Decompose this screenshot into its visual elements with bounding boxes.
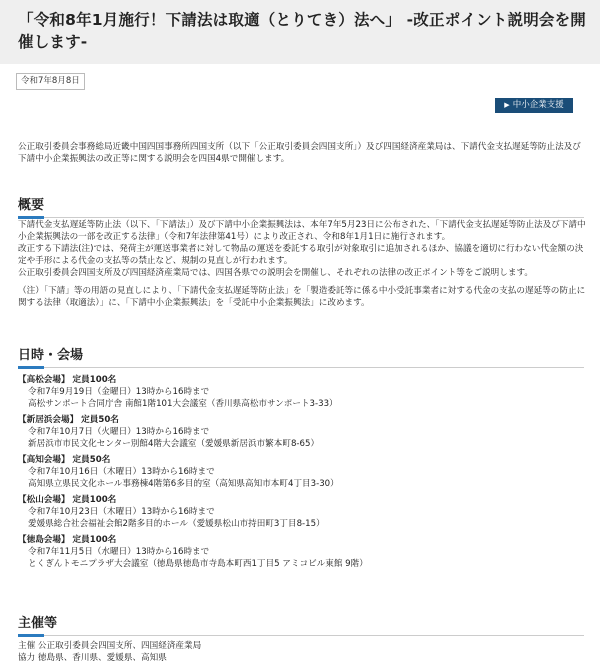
title-band xyxy=(0,0,600,64)
category-tag-button[interactable] xyxy=(495,98,573,113)
category-tag-label: 中小企業支援 xyxy=(512,100,564,110)
venue-datetime: 令和7年10月16日（木曜日）13時から16時まで xyxy=(28,467,215,477)
cooperation-line: 協力 徳島県、香川県、愛媛県、高知県 xyxy=(18,653,167,663)
venue-place: 高知県立県民文化ホール事務棟4階第6多目的室（高知県高知市本町4丁目3-30） xyxy=(28,479,339,489)
triangle-right-icon: ▶ xyxy=(504,101,510,109)
venue-list xyxy=(18,374,588,574)
venue-datetime: 令和7年10月7日（火曜日）13時から16時まで xyxy=(28,427,210,437)
venue-name: 【松山会場】 定員100名 xyxy=(18,495,117,505)
venue-name: 【高知会場】 定員50名 xyxy=(18,455,111,465)
venue-item xyxy=(18,494,588,530)
overview-paragraph: 改正する下請法(注)では、発荷主が運送事業者に対して物品の運送を委託する取引が対象取引に追加されるほか、協議を適切に行わない代金額の決定や手形による代金の支払等の禁止など、規制の見直しが行われます。 xyxy=(18,244,584,266)
host-line: 主催 公正取引委員会四国支所、四国経済産業局 xyxy=(18,641,202,651)
overview-body xyxy=(18,219,588,309)
venue-place: 愛媛県総合社会福祉会館2階多目的ホール（愛媛県松山市持田町3丁目8-15） xyxy=(28,519,325,529)
organizers-info xyxy=(18,640,588,664)
publish-date: 令和7年8月8日 xyxy=(16,73,85,90)
schedule-heading: 日時・会場 xyxy=(18,344,584,368)
overview-heading: 概要 xyxy=(18,194,584,218)
venue-place: 高松サンポート合同庁舎 南館1階101大会議室（香川県高松市サンポート3-33） xyxy=(28,399,338,409)
venue-datetime: 令和7年9月19日（金曜日）13時から16時まで xyxy=(28,387,210,397)
venue-item xyxy=(18,414,588,450)
overview-note: （注）「下請」等の用語の見直しにより、「下請代金支払遅延等防止法」を「製造委託等に係る中小受託事業者に対する代金の支払の遅延等の防止に関する法律（取適法）」に、「下請中小企業振興法」を「受託中小企業振興法」に改めます。 xyxy=(18,286,586,308)
venue-item xyxy=(18,534,588,570)
page-title: 「令和8年1月施行！下請法は取適（とりてき）法へ」 -改正ポイント説明会を開催します- xyxy=(18,11,587,51)
venue-place: 新居浜市市民文化センター別館4階大会議室（愛媛県新居浜市繁本町8-65） xyxy=(28,439,320,449)
venue-place: とくぎんトモニプラザ大会議室（徳島県徳島市寺島本町西1丁目5 アミコビル東館 9階） xyxy=(28,559,368,569)
venue-name: 【新居浜会場】 定員50名 xyxy=(18,415,119,425)
overview-paragraph: 下請代金支払遅延等防止法（以下、「下請法」）及び下請中小企業振興法は、本年7年5月23日に公布された、「下請代金支払遅延等防止法及び下請中小企業振興法の一部を改正する法律」（令和7年法律第41号）により改正され、令和8年1月1日に施行されます。 xyxy=(18,220,586,242)
venue-item xyxy=(18,374,588,410)
organizers-heading: 主催等 xyxy=(18,612,584,636)
venue-item xyxy=(18,454,588,490)
venue-name: 【徳島会場】 定員100名 xyxy=(18,535,117,545)
venue-datetime: 令和7年10月23日（木曜日）13時から16時まで xyxy=(28,507,215,517)
intro-paragraph: 公正取引委員会事務総局近畿中国四国事務所四国支所（以下「公正取引委員会四国支所」）及び四国経済産業局は、下請代金支払遅延等防止法及び下請中小企業振興法の改正等に関する説明会を四国4県で開催します。 xyxy=(18,142,581,164)
venue-name: 【高松会場】 定員100名 xyxy=(18,375,117,385)
venue-datetime: 令和7年11月5日（水曜日）13時から16時まで xyxy=(28,547,210,557)
overview-paragraph: 公正取引委員会四国支所及び四国経済産業局では、四国各県での説明会を開催し、それぞれの法律の改正ポイント等をご説明します。 xyxy=(18,268,533,278)
